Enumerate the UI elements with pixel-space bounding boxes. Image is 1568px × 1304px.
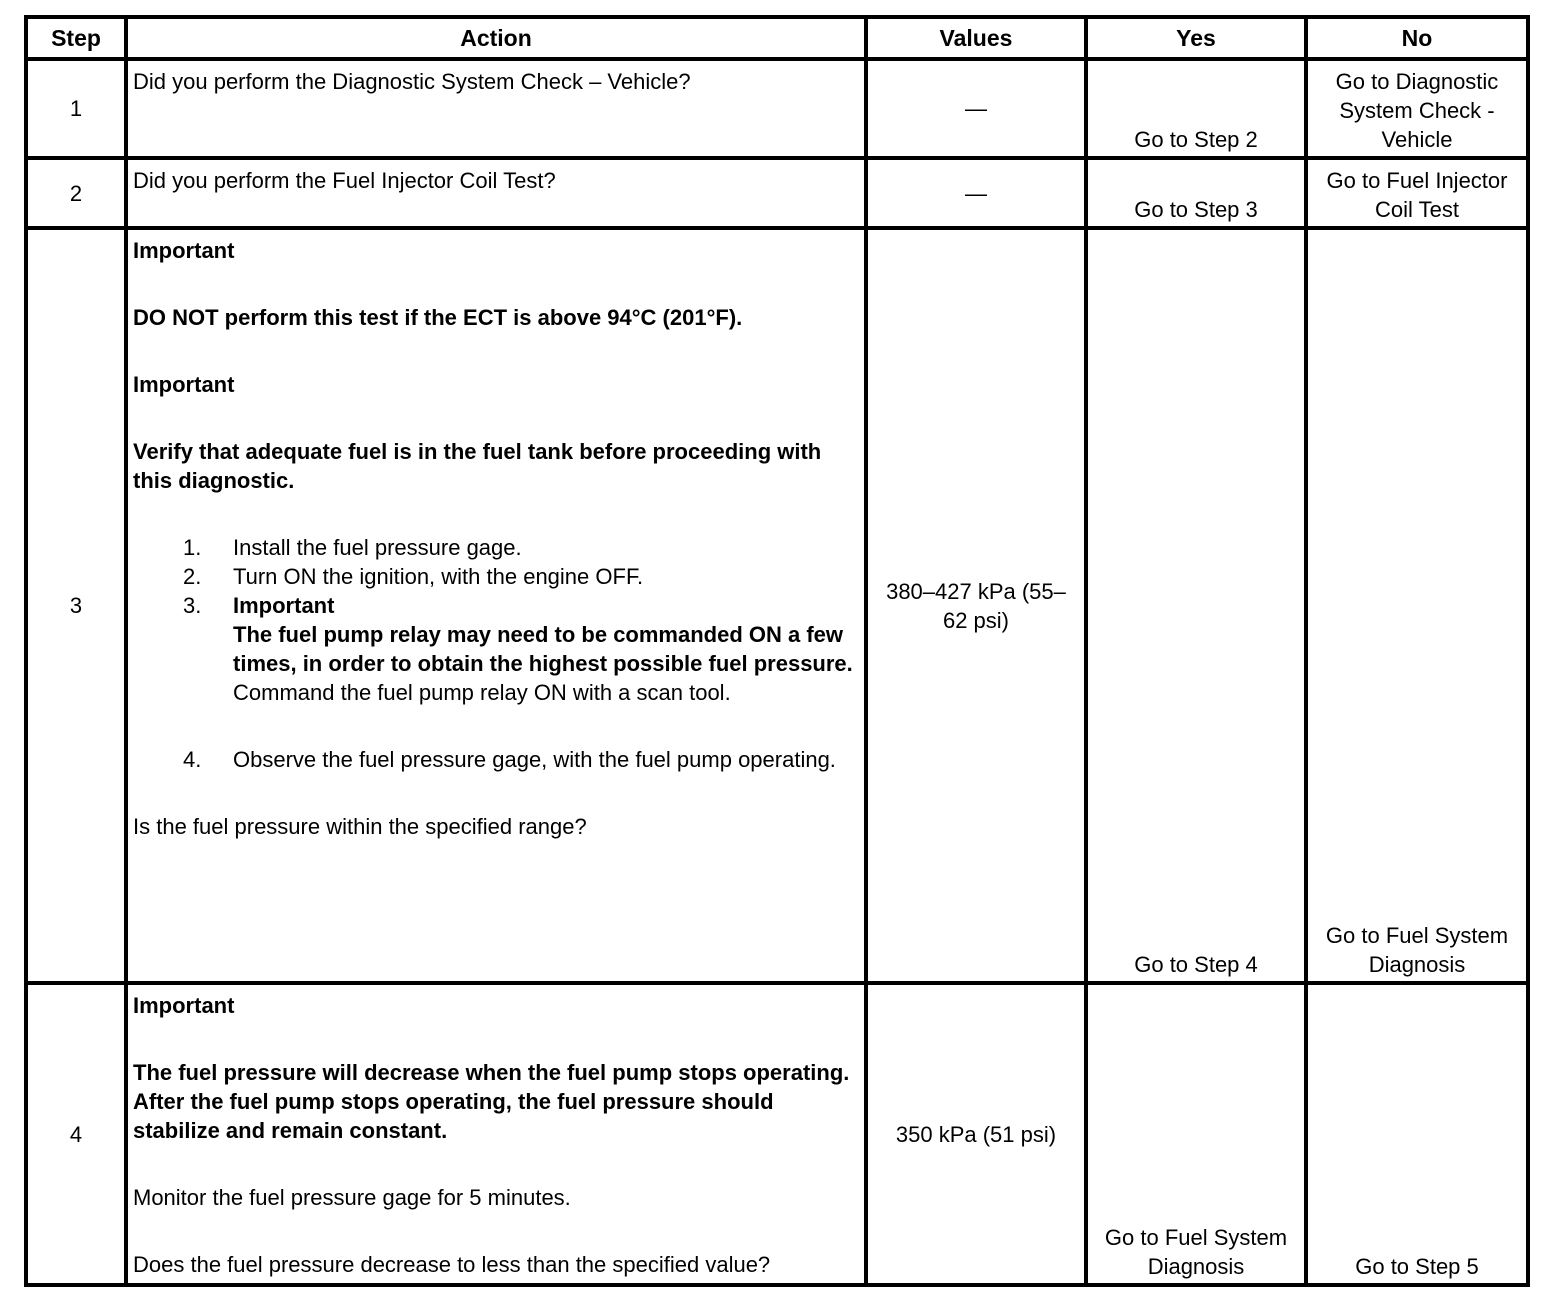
yes-link[interactable]: Go to Step 4	[1086, 228, 1306, 983]
header-no: No	[1306, 17, 1528, 59]
list-item	[133, 591, 859, 707]
substep-text: Command the fuel pump relay ON with a scan tool.	[233, 680, 731, 705]
header-values: Values	[866, 17, 1086, 59]
step-number: 2	[26, 158, 126, 228]
substep-list	[133, 533, 859, 774]
yes-link[interactable]: Go to Fuel System Diagnosis	[1086, 983, 1306, 1285]
header-step: Step	[26, 17, 126, 59]
substep-number: 2.	[183, 564, 202, 589]
list-item	[133, 533, 859, 562]
important-text: The fuel pressure will decrease when the fuel pump stops operating. After the fuel pump stops operating, the fuel pressure should stabilize and remain constant.	[133, 1060, 850, 1143]
table-row	[26, 59, 1528, 158]
table-row	[26, 228, 1528, 983]
action-cell	[126, 158, 866, 228]
step-number: 1	[26, 59, 126, 158]
action-question: Did you perform the Fuel Injector Coil Test?	[133, 168, 556, 193]
yes-link[interactable]: Go to Step 3	[1086, 158, 1306, 228]
important-text: Verify that adequate fuel is in the fuel tank before proceeding with this diagnostic.	[133, 439, 822, 493]
substep-text: Turn ON the ignition, with the engine OFF.	[233, 564, 644, 589]
action-cell	[126, 59, 866, 158]
header-yes: Yes	[1086, 17, 1306, 59]
substep-text: Observe the fuel pressure gage, with the fuel pump operating.	[233, 747, 836, 772]
no-link[interactable]: Go to Step 5	[1306, 983, 1528, 1285]
header-action: Action	[126, 17, 866, 59]
values-cell: 380–427 kPa (55–62 psi)	[866, 228, 1086, 983]
step-number: 3	[26, 228, 126, 983]
table-row	[26, 158, 1528, 228]
action-question: Is the fuel pressure within the specified range?	[133, 814, 587, 839]
no-link[interactable]: Go to Fuel System Diagnosis	[1306, 228, 1528, 983]
values-cell: —	[866, 158, 1086, 228]
header-row	[26, 17, 1528, 59]
no-link[interactable]: Go to Diagnostic System Check - Vehicle	[1306, 59, 1528, 158]
list-item	[133, 745, 859, 774]
important-text: The fuel pump relay may need to be commanded ON a few times, in order to obtain the highest possible fuel pressure.	[233, 622, 853, 676]
substep-number: 1.	[183, 535, 202, 560]
no-link[interactable]: Go to Fuel Injector Coil Test	[1306, 158, 1528, 228]
diagnostic-table	[24, 15, 1530, 1287]
action-instruction: Monitor the fuel pressure gage for 5 minutes.	[133, 1185, 571, 1210]
values-cell: 350 kPa (51 psi)	[866, 983, 1086, 1285]
important-label: Important	[133, 238, 235, 263]
substep-number: 3.	[183, 593, 202, 618]
action-cell	[126, 983, 866, 1285]
important-label: Important	[133, 993, 235, 1018]
important-label: Important	[233, 593, 335, 618]
values-cell: —	[866, 59, 1086, 158]
important-text: DO NOT perform this test if the ECT is above 94°C (201°F).	[133, 305, 743, 330]
important-label: Important	[133, 372, 235, 397]
substep-body	[233, 591, 859, 707]
action-question: Does the fuel pressure decrease to less than the specified value?	[133, 1252, 771, 1277]
action-cell	[126, 228, 866, 983]
action-question: Did you perform the Diagnostic System Check – Vehicle?	[133, 69, 691, 94]
step-number: 4	[26, 983, 126, 1285]
table-row	[26, 983, 1528, 1285]
yes-link[interactable]: Go to Step 2	[1086, 59, 1306, 158]
list-item	[133, 562, 859, 591]
substep-text: Install the fuel pressure gage.	[233, 535, 522, 560]
substep-number: 4.	[183, 747, 202, 772]
